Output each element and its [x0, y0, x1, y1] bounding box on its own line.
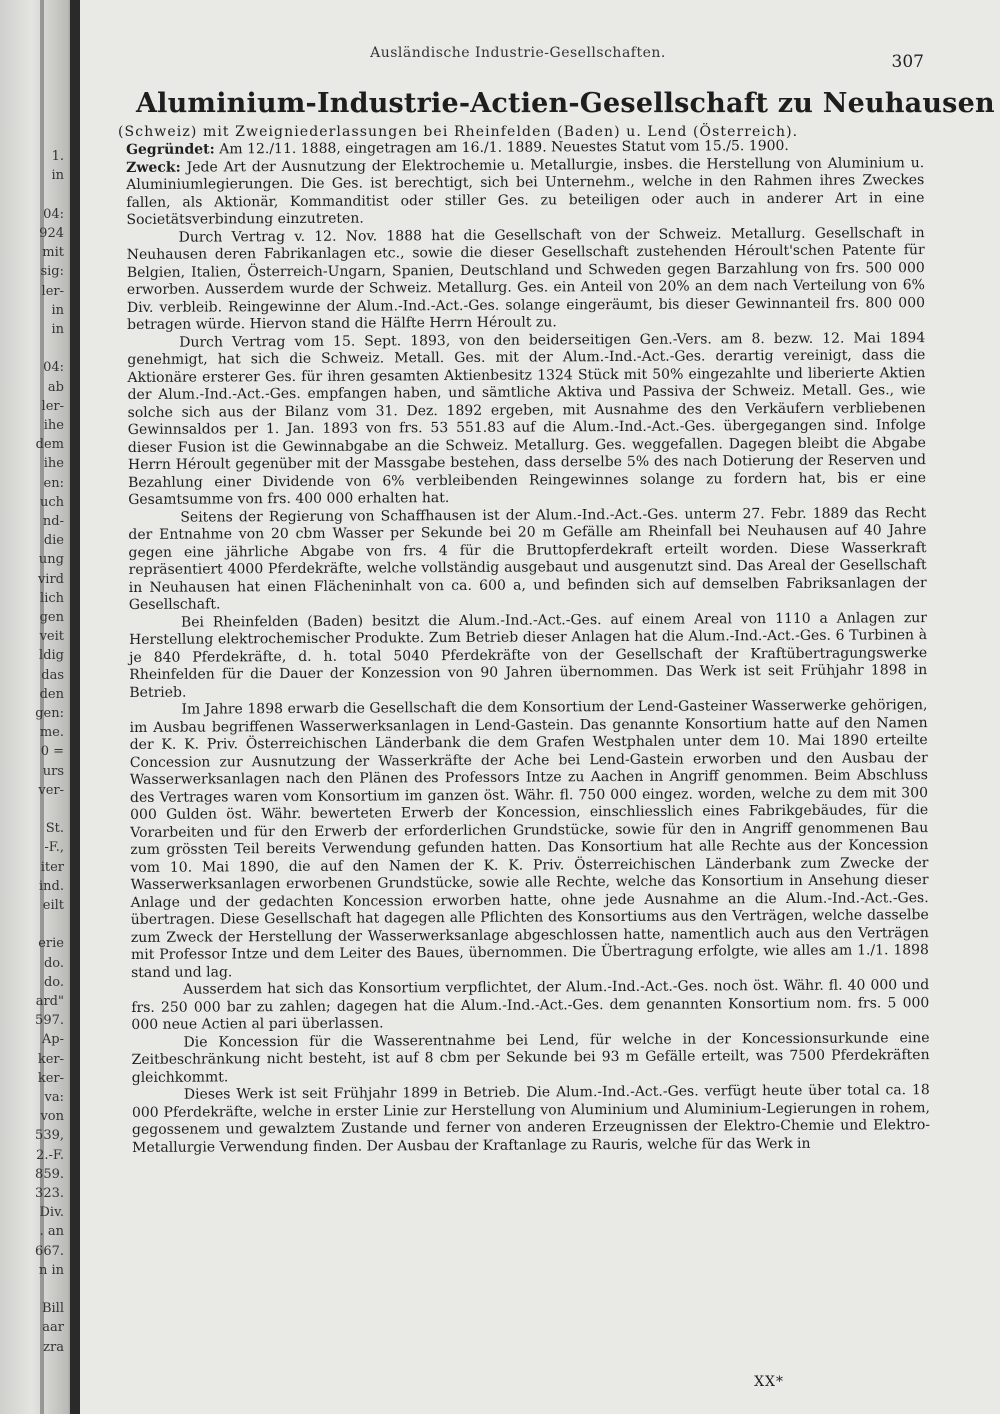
left-page-fragments	[0, 0, 66, 1414]
left-page-fragment: 667.	[35, 1243, 64, 1259]
left-page-fragment: 2.-F.	[36, 1147, 64, 1163]
left-page-fragment: 04:	[43, 360, 64, 376]
left-page-fragment: mit	[42, 245, 64, 261]
left-page-fragment: n in	[38, 1262, 64, 1278]
company-title: Aluminium-Industrie-Actien-Gesellschaft zu Neuhausen	[136, 88, 995, 119]
paragraph: Seitens der Regierung von Schaffhausen ist der Alum.-Ind.-Act.-Ges. unterm 27. Febr. 1889 das Recht der Entnahme von 20 cbm Wasser per Sekunde bei 20 m Gefälle am Rheinfall bei Neuhausen auf 40 Jahre gegen eine jährliche Abgabe von frs. 4 für die Bruttopferdekraft erteilt worden. Diese Wasserkraft repräsentiert 4000 Pferdekräfte, welche vollständig ausgebaut und ausgenutzt sind. Das Areal der Gesellschaft in Neuhausen hat einen Flächeninhalt von ca. 600 a, und befinden sich auf demselben Fabriksanlagen der Gesellschaft.	[128, 504, 927, 613]
left-page-fragment: iter	[40, 859, 64, 875]
left-page-fragment: en:	[43, 475, 64, 491]
left-page-fragment: ker-	[37, 1070, 64, 1086]
left-page-fragment: uch	[39, 494, 64, 510]
paragraph: Im Jahre 1898 erwarb die Gesellschaft die dem Konsortium der Lend-Gasteiner Wasserwerke gehörigen, im Ausbau begriffenen Wasserwerksanlagen in Lend-Gastein. Das genannte Konsortium hatte auf den Namen der K. K. Priv. Österreichischen Länderbank die dem Grafen Westphalen unter dem 10. Mai 1890 erteilte Concession zur Ausnutzung der Wasserkräfte der Ache bei Lend-Gastein erworben und den Ausbau der Wasserwerksanlagen nach den Plänen des Professors Intze zu Aachen in Angriff genommen. Beim Abschluss des Vertrages waren vom Konsortium im ganzen öst. Währ. fl. 750 000 eingez. worden, welche zu dem mit 300 000 Gulden öst. Währ. bewerteten Erwerb der Koncession, einschliesslich eines Fabrikgebäudes, für die Vorarbeiten und für den Erwerb der erforderlichen Grundstücke, sowie für den in Angriff genommenen Bau zum grössten Teil bereits Verwendung gefunden hatten. Das Konsortium hat alle Rechte aus der Koncession vom 10. Mai 1890, die auf den Namen der K. K. Priv. Österreichischen Länderbank zum Zwecke der Wasserwerksanlagen erworbenen Grundstücke, sowie alle Rechte, welche das Konsortium in Ansehung dieser Anlage und der gedachten Koncession erworben hatte, ohne jede Ausnahme an die Alum.-Ind.-Act.-Ges. übertragen. Diese Gesellschaft hat dagegen alle Pflichten des Konsortiums aus den Verträgen, welche dasselbe zum Zweck der Herstellung der Wasserwerksanlage abgeschlossen hatte, namentlich auch aus den Verträgen mit Professor Intze und dem Leiter des Baues, übernommen. Die Übertragung erfolgte, wie alles am 1./1. 1898 stand und lag.	[129, 697, 930, 981]
left-page-fragment: veit	[39, 629, 64, 645]
left-page-fragment: 323.	[35, 1186, 64, 1201]
left-page-fragment: in	[51, 302, 64, 318]
left-page-fragment: aar	[42, 1320, 64, 1336]
left-page-fragment: ler-	[41, 398, 64, 414]
paragraph: Ausserdem hat sich das Konsortium verpflichtet, der Alum.-Ind.-Act.-Ges. noch öst. Währ. fl. 40 000 und frs. 250 000 bar zu zahlen; dagegen hat die Alum.-Ind.-Act.-Ges. dem genannten Konsortium nom. frs. 5 000 000 neue Actien al pari überlassen.	[131, 977, 930, 1033]
left-page-fragment: ihe	[43, 456, 64, 472]
purpose-line	[126, 155, 924, 230]
left-page-fragment: sig:	[40, 264, 64, 280]
paragraph: Bei Rheinfelden (Baden) besitzt die Alum.-Ind.-Act.-Ges. auf einem Areal von 1110 a Anlagen zur Herstellung elektrochemischer Produkte. Zum Betrieb dieser Anlagen hat die Alum.-Ind.-Act.-Ges. 6 Turbinen à je 840 Pferdekräfte, d. h. total 5040 Pferdekräfte von der Gesellschaft der Kraftübertragungswerke Rheinfelden für die Dauer der Konzession von 90 Jahren übernommen. Das Werk ist seit Frühjahr 1898 in Betrieb.	[128, 609, 928, 701]
left-page-fragment: in	[51, 168, 64, 184]
page	[112, 40, 995, 1390]
left-page-fragment: 1.	[51, 149, 64, 165]
left-page-fragment: urs	[42, 763, 64, 779]
left-page-fragment: 924	[39, 226, 64, 241]
left-page-fragment: St.	[45, 821, 64, 837]
left-page-fragment: ker-	[37, 1051, 64, 1067]
left-page-fragment: ldig	[39, 648, 64, 664]
left-page-fragment: Bill	[41, 1301, 64, 1317]
left-page-fragment: zra	[43, 1339, 64, 1355]
left-page-fragment: 0 =	[40, 744, 64, 760]
company-subtitle: (Schweiz) mit Zweigniederlassungen bei Rheinfelden (Baden) u. Lend (Österreich).	[118, 124, 799, 140]
page-number: 307	[891, 52, 924, 72]
left-page-fragment: -F.,	[44, 840, 64, 856]
left-page-fragment: vird	[37, 571, 64, 587]
left-page-fragment: in	[51, 322, 64, 337]
paragraph: Die Koncession für die Wasserentnahme bei Lend, für welche in der Koncessionsurkunde eine Zeitbeschränkung nicht besteht, ist auf 8 cbm per Sekunde bei 93 m Gefälle erteilt, was 7500 Pferdekräften gleichkommt.	[131, 1029, 930, 1086]
left-page-fragment: ab	[47, 379, 64, 395]
founded-text: Am 12./11. 1888, eingetragen am 16./1. 1889. Neuestes Statut vom 15./5. 1900.	[219, 137, 789, 158]
signature-mark: XX*	[754, 1374, 784, 1390]
left-page-fragment: ung	[38, 552, 64, 568]
left-page-fragment: nd-	[42, 514, 64, 529]
left-page-fragment: do.	[43, 955, 64, 971]
book-spine	[70, 0, 80, 1414]
paragraph: Dieses Werk ist seit Frühjahr 1899 in Betrieb. Die Alum.-Ind.-Act.-Ges. verfügt heute über total ca. 18 000 Pferdekräfte, welche in erster Linie zur Herstellung von Aluminium und Aluminium-Legierungen in rohem, gegossenem und gewalztem Zustande und ferner von anderen Erzeugnissen der Elektro-Chemie und Elektro-Metallurgie Verwendung finden. Der Ausbau der Kraftanlage zu Rauris, welche für das Werk in	[131, 1082, 931, 1156]
left-page-fragment: von	[40, 1109, 64, 1125]
left-page-fragment: dem	[35, 437, 64, 453]
left-page-fragment: ler-	[41, 283, 64, 299]
left-page-fragment: ihe	[43, 418, 64, 433]
paragraph: Durch Vertrag vom 15. Sept. 1893, von den beiderseitigen Gen.-Vers. am 8. bezw. 12. Mai 1894 genehmigt, hat sich die Schweiz. Metall. Ges. mit der Alum.-Ind.-Act.-Ges. derartig vereinigt, dass die Aktionäre ersterer Ges. für ihren gesamten Aktienbesitz 1324 Stück mit 50% eingezahlte und liberierte Aktien der Alum.-Ind.-Act.-Ges. empfangen haben, und sämtliche Aktiva und Passiva der Schweiz. Metall. Ges., wie solche sich aus der Bilanz vom 31. Dez. 1892 ergeben, mit Ausnahme des den Verkäufern verbliebenen Gewinnsaldos per 1. Jan. 1893 von frs. 53 551.83 auf die Alum.-Ind.-Act.-Ges. übergegangen sind. Infolge dieser Fusion ist die Gewinnabgabe an die Schweiz. Metallurg. Ges. weggefallen. Dagegen bleibt die Abgabe Herrn Héroult gegenüber mit der Massgabe bestehen, dass derselbe 5% des nach Dotierung der Reserven und Bezahlung einer Dividende von 6% verbleibenden Reingewinnes solange zu fordern hat, bis er eine Gesamtsumme von frs. 400 000 erhalten hat.	[127, 329, 927, 508]
left-page-fragment: den	[39, 686, 64, 702]
left-page-fragment: 859.	[35, 1166, 64, 1182]
left-page-fragment: do.	[43, 974, 64, 990]
left-page-fragment: ind.	[39, 878, 64, 894]
left-page-fragment: das	[41, 667, 64, 683]
left-page-fragment: die	[43, 533, 64, 549]
left-page-fragment: eilt	[42, 898, 64, 913]
left-page-fragment: lich	[40, 590, 64, 606]
article-body	[126, 137, 930, 1157]
left-page-fragment: gen:	[35, 706, 64, 721]
left-page-fragment: Ap-	[41, 1032, 64, 1048]
paragraph: Durch Vertrag v. 12. Nov. 1888 hat die Gesellschaft von der Schweiz. Metallurg. Gesellschaft in Neuhausen deren Fabrikanlagen etc., sowie die dieser Gesellschaft zustehenden Héroult'schen Patente für Belgien, Italien, Österreich-Ungarn, Spanien, Deutschland und Schweden gegen Barzahlung von frs. 500 000 erworben. Ausserdem wurde der Schweiz. Metallurg. Ges. ein Anteil von 20% an dem nach Verteilung von 6% Div. verbleib. Reingewinne der Alum.-Ind.-Act.-Ges. solange eingeräumt, bis dieser Gewinnanteil frs. 800 000 betragen würde. Hiervon stand die Hälfte Herrn Héroult zu.	[126, 224, 926, 333]
left-page-fragment: me.	[39, 725, 64, 741]
left-page-fragment: 04:	[43, 206, 64, 222]
left-page-fragment: . an	[39, 1224, 64, 1240]
left-page-fragment: 597.	[35, 1013, 64, 1029]
left-page-fragment: 539,	[35, 1128, 64, 1144]
left-page-fragment: va:	[44, 1090, 64, 1105]
left-page-fragment: ard"	[35, 994, 64, 1009]
purpose-label: Zweck:	[126, 159, 181, 176]
left-page-fragment: erie	[38, 936, 64, 952]
left-page-fragment: ver-	[38, 782, 64, 798]
running-head: Ausländische Industrie-Gesellschaften.	[370, 45, 666, 61]
purpose-text: Jede Art der Ausnutzung der Elektrochemie u. Metallurgie, insbes. die Herstellung von Aluminium u. Aluminiumlegierungen. Die Ges. ist berechtigt, sich bei Unternehm., welche in den Rahmen ihres Zweckes fallen, als Aktionär, Kommanditist oder stiller Ges. zu beteiligen oder auch in anderer Art in eine Societätsverbindung einzutreten.	[126, 154, 925, 228]
left-page-fragment: Div.	[39, 1205, 64, 1221]
founded-label: Gegründet:	[126, 141, 215, 158]
left-page-fragment: gen	[39, 610, 64, 625]
